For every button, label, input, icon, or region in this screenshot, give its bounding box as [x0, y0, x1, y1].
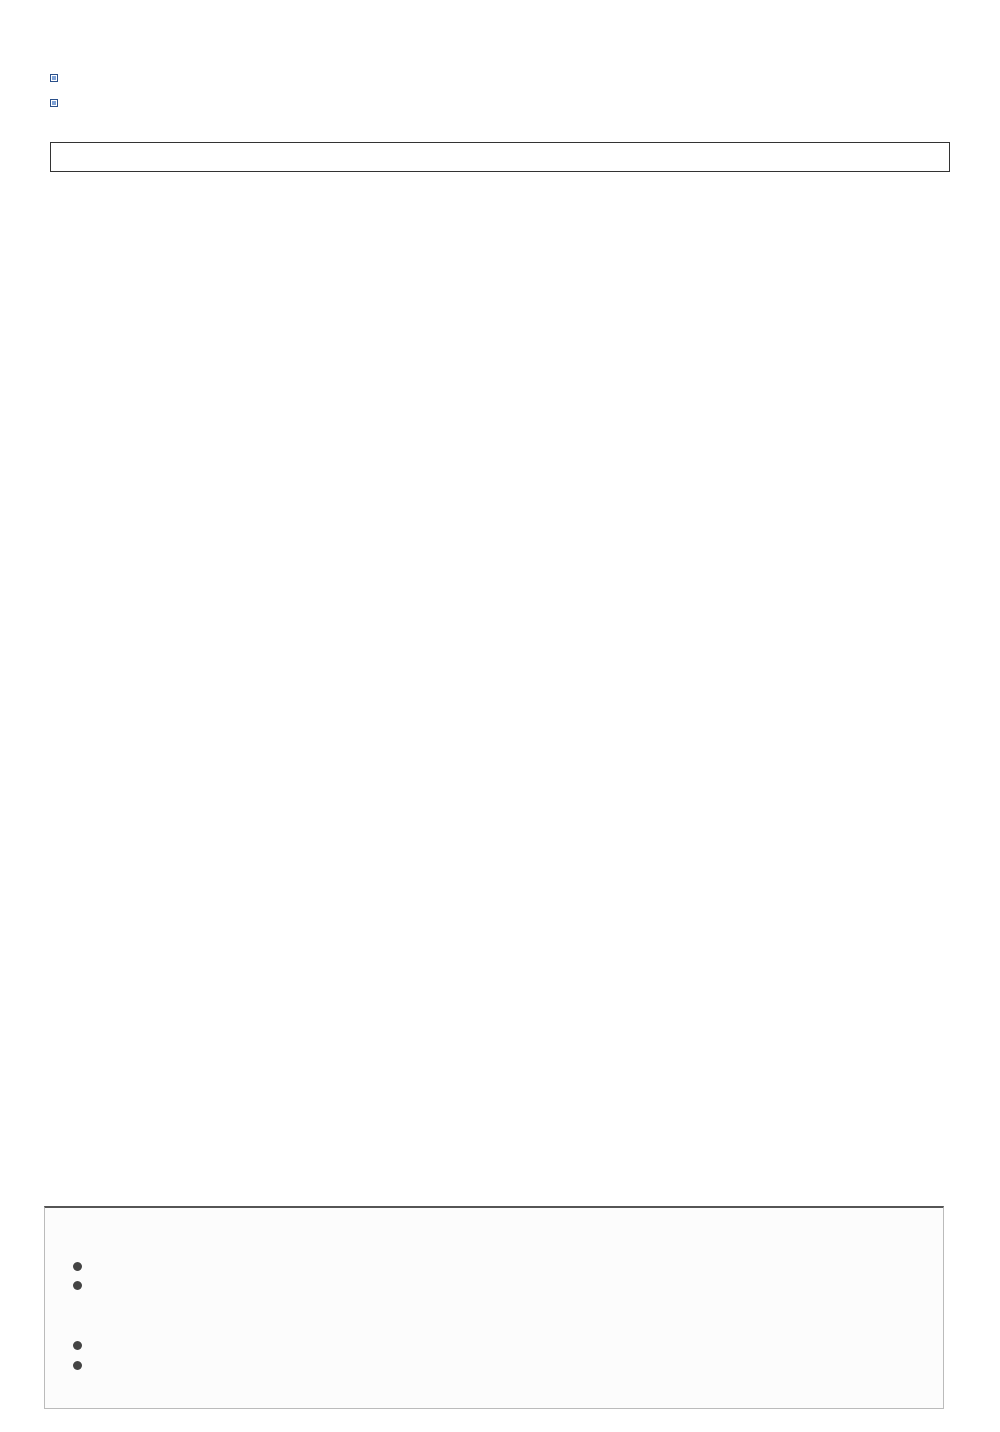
product-title-en-row — [50, 68, 83, 88]
spec-item — [73, 1361, 85, 1370]
spec-table-header — [50, 142, 950, 172]
feature-item — [73, 1281, 85, 1290]
square-bullet-icon — [50, 74, 58, 82]
round-bullet-icon — [73, 1361, 82, 1370]
round-bullet-icon — [73, 1262, 82, 1271]
features-box — [44, 1206, 944, 1409]
round-bullet-icon — [73, 1281, 82, 1290]
round-bullet-icon — [73, 1341, 82, 1350]
spec-item — [73, 1341, 85, 1350]
spec-table — [50, 142, 950, 172]
product-title-ko-row — [50, 93, 83, 113]
square-bullet-icon — [50, 99, 58, 107]
feature-item — [73, 1262, 85, 1271]
